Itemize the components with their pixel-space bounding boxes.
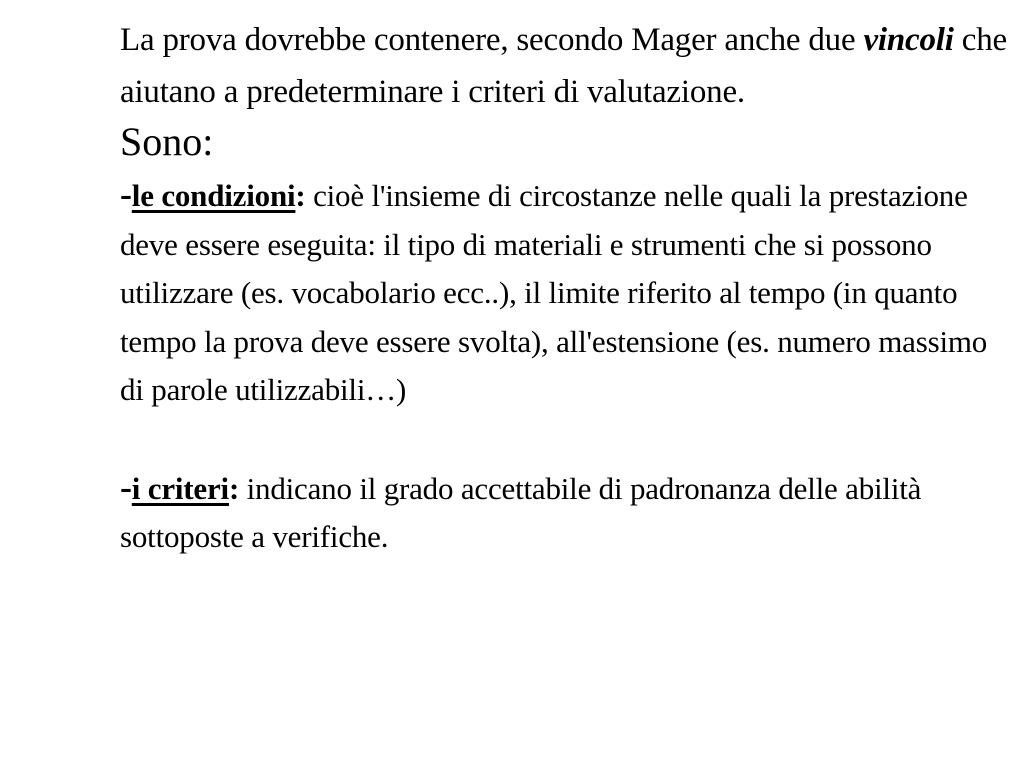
- term-colon: :: [295, 178, 306, 213]
- intro-text-after: che aiutano a predeterminare i criteri di valutazione.: [120, 22, 1007, 110]
- sono-heading: Sono:: [120, 119, 214, 164]
- bullet-dash: -: [120, 466, 132, 507]
- intro-text-before: La prova dovrebbe contenere, secondo Mager anche due: [120, 22, 864, 58]
- list-item-criteria: [120, 463, 1010, 562]
- term-conditions: le condizioni: [131, 178, 296, 213]
- intro-paragraph: [120, 14, 1010, 118]
- criteria-description: indicano il grado accettabile di padronanza delle abilità sottoposte a verifiche.: [120, 470, 922, 554]
- list-item-conditions: [120, 170, 1010, 415]
- term-criteria: i criteri: [131, 470, 229, 506]
- term-colon: :: [228, 470, 240, 506]
- intro-emphasis: vincoli: [863, 22, 954, 58]
- spacer: [120, 415, 1010, 463]
- bullet-dash: -: [120, 174, 132, 214]
- slide-content: [120, 14, 1010, 562]
- conditions-description: cioè l'insieme di circostanze nelle quali la prestazione deve essere eseguita: il tipo di materiali e strumenti che si possono utilizzare (es. vocabolario ecc..), il limite riferito al tempo (in quanto tempo la prova deve essere svolta), all'estensione (es. numero massimo di parole utilizzabili…): [120, 178, 988, 407]
